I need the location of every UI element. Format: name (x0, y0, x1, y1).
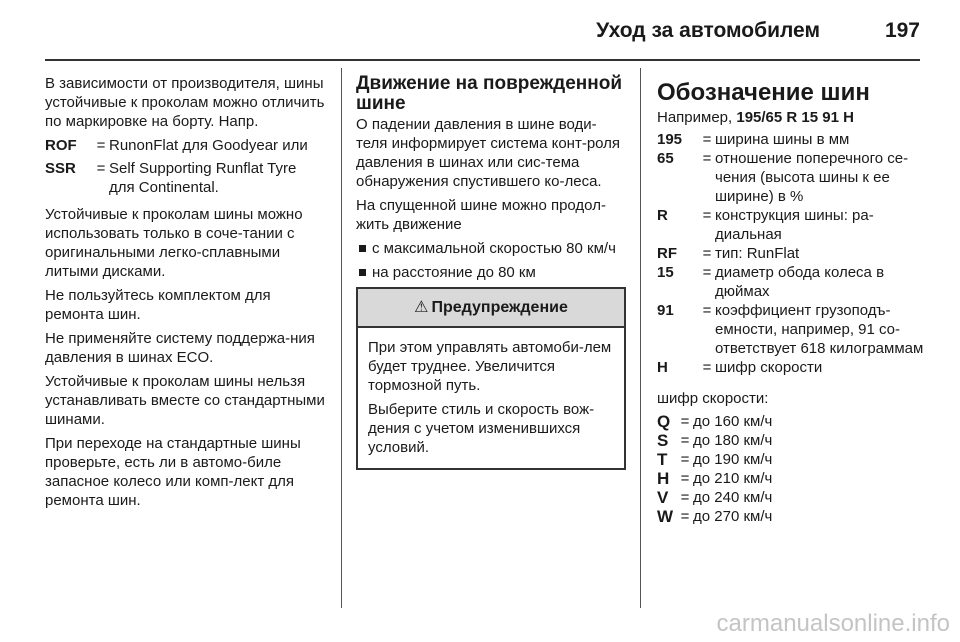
speed-label: шифр скорости: (657, 390, 769, 407)
definition-key: H (657, 359, 668, 376)
warning-header (358, 289, 624, 328)
definition-key: ROF (45, 137, 77, 154)
speed-row (657, 507, 925, 526)
definition-value: Self Supporting Runflat Tyre для Continental. (109, 160, 297, 196)
definition-row (657, 358, 925, 377)
equals-sign: = (702, 302, 712, 319)
watermark: carmanualsonline.info (716, 610, 950, 637)
definition-key: RF (657, 245, 677, 262)
definition-row (657, 130, 925, 149)
definition-rof (45, 136, 325, 155)
definition-value: шифр скорости (715, 359, 823, 376)
definition-key: 65 (657, 150, 674, 167)
speed-row (657, 431, 925, 450)
equals-sign: = (96, 160, 106, 177)
list-item: на расстояние до 80 км (356, 263, 626, 282)
paragraph: О падении давления в шине води-теля информирует система конт-роля давления в шинах или сис-тема обнаружения спустившего ко-леса. (356, 116, 621, 190)
column-divider (640, 68, 641, 608)
paragraph: При переходе на стандартные шины проверьте, есть ли в автомо-биле запасное колесо или комп-лект для ремонта шин. (45, 435, 301, 509)
speed-key: T (657, 450, 668, 469)
definition-key: 15 (657, 264, 674, 281)
definition-value: диаметр обода колеса в дюймах (715, 264, 885, 300)
speed-key: S (657, 431, 669, 450)
speed-key: W (657, 507, 674, 526)
definition-value: тип: RunFlat (715, 245, 800, 262)
definition-key: R (657, 207, 668, 224)
definition-ssr (45, 159, 325, 197)
column-left (45, 74, 325, 515)
equals-sign: = (702, 150, 712, 167)
speed-key: Q (657, 412, 671, 431)
speed-row (657, 488, 925, 507)
example-line (657, 108, 925, 127)
intro-paragraph: В зависимости от производителя, шины устойчивые к проколам можно отличить по маркировке на борту. Напр. (45, 75, 325, 130)
definition-value: отношение поперечного се-чения (высота шины к ее ширине) в % (715, 150, 909, 205)
column-right (657, 74, 925, 526)
speed-value: до 240 км/ч (693, 489, 773, 506)
definition-row (657, 206, 925, 244)
equals-sign: = (702, 131, 712, 148)
definition-row (657, 301, 925, 358)
definition-row (657, 263, 925, 301)
speed-key: V (657, 488, 669, 507)
definition-value: конструкция шины: ра-диальная (715, 207, 874, 243)
paragraph: Не применяйте систему поддержа-ния давления в шинах ECO. (45, 330, 315, 366)
bullet-list (356, 239, 626, 282)
example-label: Например, (657, 109, 733, 126)
paragraph: На спущенной шине можно продол-жить движение (356, 197, 606, 233)
definition-value: ширина шины в мм (715, 131, 850, 148)
equals-sign: = (680, 489, 690, 506)
definition-key: SSR (45, 160, 76, 177)
speed-row (657, 450, 925, 469)
column-middle (356, 74, 626, 470)
warning-icon: ⚠ (414, 299, 429, 316)
definition-row (657, 244, 925, 263)
page-number: 197 (884, 19, 920, 42)
section-heading: Обозначение шин (657, 79, 870, 106)
equals-sign: = (702, 264, 712, 281)
list-item: с максимальной скоростью 80 км/ч (356, 239, 626, 258)
definition-key: 91 (657, 302, 674, 319)
equals-sign: = (702, 207, 712, 224)
equals-sign: = (680, 508, 690, 525)
definition-key: 195 (657, 131, 683, 148)
equals-sign: = (702, 359, 712, 376)
speed-row (657, 469, 925, 488)
speed-value: до 210 км/ч (693, 470, 773, 487)
speed-key: H (657, 469, 670, 488)
equals-sign: = (96, 137, 106, 154)
page-header-title: Уход за автомобилем (596, 19, 820, 42)
definition-row (657, 149, 925, 206)
equals-sign: = (702, 245, 712, 262)
speed-value: до 160 км/ч (693, 413, 773, 430)
warning-paragraph: При этом управлять автомоби-лем будет труднее. Увеличится тормозной путь. (368, 339, 612, 394)
paragraph: Устойчивые к проколам шины можно использовать только в соче-тании с оригинальными легко-сплавными литыми дисками. (45, 206, 303, 280)
column-divider (341, 68, 342, 608)
equals-sign: = (680, 413, 690, 430)
equals-sign: = (680, 451, 690, 468)
speed-value: до 190 км/ч (693, 451, 773, 468)
warning-body (358, 328, 624, 468)
warning-box (356, 287, 626, 470)
speed-row (657, 412, 925, 431)
speed-value: до 180 км/ч (693, 432, 773, 449)
header-divider (45, 59, 920, 61)
definition-value: RunonFlat для Goodyear или (109, 137, 308, 154)
paragraph: Не пользуйтесь комплектом для ремонта шин. (45, 287, 271, 323)
warning-title: Предупреждение (431, 299, 568, 316)
section-heading: Движение на поврежденной шине (356, 73, 623, 114)
equals-sign: = (680, 432, 690, 449)
paragraph: Устойчивые к проколам шины нельзя устанавливать вместе со стандартными шинами. (45, 373, 325, 428)
equals-sign: = (680, 470, 690, 487)
example-code: 195/65 R 15 91 H (736, 109, 854, 126)
definition-value: коэффициент грузоподъ-емности, например, 91 со-ответствует 618 килограммам (715, 302, 924, 357)
speed-value: до 270 км/ч (693, 508, 773, 525)
warning-paragraph: Выберите стиль и скорость вож-дения с учетом изменившихся условий. (368, 401, 595, 456)
